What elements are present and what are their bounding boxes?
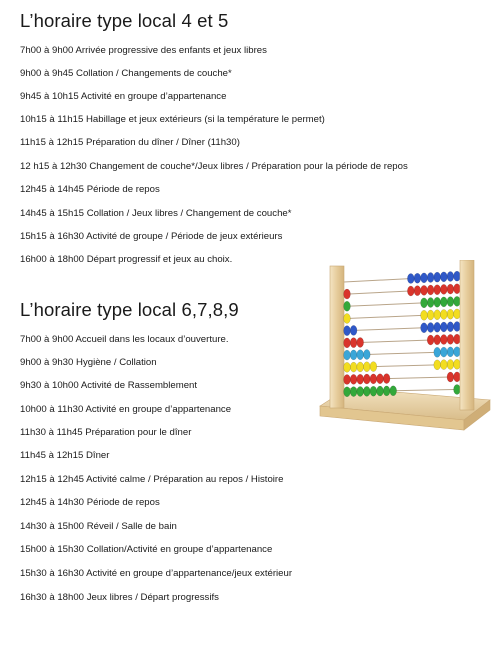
schedule-item: 12 h15 à 12h30 Changement de couche*/Jeux libres / Préparation pour la période de repos	[20, 161, 408, 172]
abacus-bead	[344, 362, 351, 372]
abacus-bead	[434, 272, 441, 282]
abacus-bead	[357, 337, 364, 347]
abacus-bead	[344, 350, 351, 360]
abacus-bead	[350, 387, 357, 397]
schedule-item: 9h45 à 10h15 Activité en groupe d’appartenance	[20, 91, 227, 102]
abacus-bead	[440, 335, 447, 345]
abacus-bead	[454, 284, 461, 294]
schedule-item: 16h00 à 18h00 Départ progressif et jeux au choix.	[20, 254, 233, 265]
abacus-bead	[434, 347, 441, 357]
abacus-bead	[377, 374, 384, 384]
schedule-item: 9h00 à 9h30 Hygiène / Collation	[20, 357, 157, 368]
abacus-bead	[377, 386, 384, 396]
abacus-bead	[454, 271, 461, 281]
abacus-bead	[350, 362, 357, 372]
abacus-bead	[427, 335, 434, 345]
abacus-bead	[383, 374, 390, 384]
abacus-bead	[370, 362, 377, 372]
abacus-bead	[447, 271, 454, 281]
abacus-bead	[434, 297, 441, 307]
abacus-bead	[421, 298, 428, 308]
abacus-bead	[357, 386, 364, 396]
schedule-item: 9h00 à 9h45 Collation / Changements de couche*	[20, 68, 232, 79]
abacus-bead	[350, 338, 357, 348]
schedule-item: 16h30 à 18h00 Jeux libres / Départ progressifs	[20, 592, 219, 603]
schedule-item: 15h00 à 15h30 Collation/Activité en groupe d’appartenance	[20, 544, 273, 555]
abacus-bead	[454, 309, 461, 319]
abacus-bead	[357, 350, 364, 360]
abacus-bead	[440, 309, 447, 319]
abacus-bead	[427, 298, 434, 308]
abacus-bead	[440, 322, 447, 332]
abacus-bead	[370, 386, 377, 396]
abacus-bead	[447, 359, 454, 369]
schedule-item: 12h45 à 14h45 Période de repos	[20, 184, 160, 195]
schedule-item: 14h30 à 15h00 Réveil / Salle de bain	[20, 521, 177, 532]
schedule-item: 12h15 à 12h45 Activité calme / Préparation au repos / Histoire	[20, 474, 284, 485]
abacus-bead	[440, 272, 447, 282]
abacus-bead	[447, 372, 454, 382]
abacus-bead	[350, 374, 357, 384]
abacus-bead	[370, 374, 377, 384]
abacus-bead	[350, 325, 357, 335]
schedule-item: 11h45 à 12h15 Dîner	[20, 450, 110, 461]
schedule-item: 11h30 à 11h45 Préparation pour le dîner	[20, 427, 192, 438]
abacus-bead	[454, 372, 461, 382]
abacus-bead	[407, 286, 414, 296]
abacus-bead	[344, 375, 351, 385]
abacus-bead	[383, 386, 390, 396]
schedule-item: 7h00 à 9h00 Accueil dans les locaux d’ouverture.	[20, 334, 229, 345]
abacus-bead	[454, 296, 461, 306]
abacus-bead	[447, 322, 454, 332]
abacus-bead	[454, 334, 461, 344]
abacus-bead	[447, 347, 454, 357]
abacus-bead	[357, 374, 364, 384]
abacus-bead	[414, 286, 421, 296]
schedule-item: 9h30 à 10h00 Activité de Rassemblement	[20, 380, 198, 391]
abacus-bead	[407, 274, 414, 284]
schedule-item: 10h00 à 11h30 Activité en groupe d’appartenance	[20, 404, 232, 415]
abacus-bead	[421, 285, 428, 295]
abacus-bead	[363, 386, 370, 396]
abacus-bead	[344, 289, 351, 299]
abacus-bead	[454, 359, 461, 369]
abacus-bead	[427, 285, 434, 295]
abacus-bead	[454, 384, 461, 394]
abacus-bead	[421, 273, 428, 283]
abacus-bead	[363, 349, 370, 359]
abacus-bead	[440, 284, 447, 294]
abacus-bead	[440, 347, 447, 357]
abacus-bead	[447, 284, 454, 294]
abacus-bead	[440, 360, 447, 370]
schedule-item: 10h15 à 11h15 Habillage et jeux extérieurs (si la température le permet)	[20, 114, 325, 125]
abacus-bead	[363, 362, 370, 372]
abacus-bead	[447, 309, 454, 319]
abacus-bead	[454, 322, 461, 332]
abacus-bead	[434, 322, 441, 332]
abacus-bead	[390, 386, 397, 396]
schedule-item: 12h45 à 14h30 Période de repos	[20, 497, 160, 508]
abacus-bead	[357, 362, 364, 372]
abacus-bead	[434, 360, 441, 370]
schedule-item: 11h15 à 12h15 Préparation du dîner / Dîner (11h30)	[20, 137, 240, 148]
abacus-bead	[447, 297, 454, 307]
abacus-bead	[440, 297, 447, 307]
schedule-item: 14h45 à 15h15 Collation / Jeux libres / Changement de couche*	[20, 208, 292, 219]
schedule-item: 15h15 à 16h30 Activité de groupe / Période de jeux extérieurs	[20, 231, 283, 242]
abacus-bead	[434, 285, 441, 295]
abacus-bead	[350, 350, 357, 360]
section-title-local-4-5: L’horaire type local 4 et 5	[20, 10, 229, 31]
abacus-bead	[434, 335, 441, 345]
abacus-bead	[363, 374, 370, 384]
abacus-bead	[447, 334, 454, 344]
abacus-bead	[344, 313, 351, 323]
abacus-bead	[344, 338, 351, 348]
abacus-bead	[344, 387, 351, 397]
abacus-bead	[344, 326, 351, 336]
abacus-bead	[427, 323, 434, 333]
abacus-bead	[427, 310, 434, 320]
abacus-bead	[427, 273, 434, 283]
schedule-item: 7h00 à 9h00 Arrivée progressive des enfants et jeux libres	[20, 45, 267, 56]
abacus-bead	[421, 323, 428, 333]
abacus-bead	[454, 347, 461, 357]
schedule-item: 15h30 à 16h30 Activité en groupe d’appartenance/jeux extérieur	[20, 568, 293, 579]
abacus-icon	[314, 260, 492, 432]
abacus-bead	[421, 310, 428, 320]
abacus-bead	[414, 273, 421, 283]
section-title-local-6-9: L’horaire type local 6,7,8,9	[20, 299, 239, 320]
abacus-bead	[344, 301, 351, 311]
abacus-bead	[434, 310, 441, 320]
